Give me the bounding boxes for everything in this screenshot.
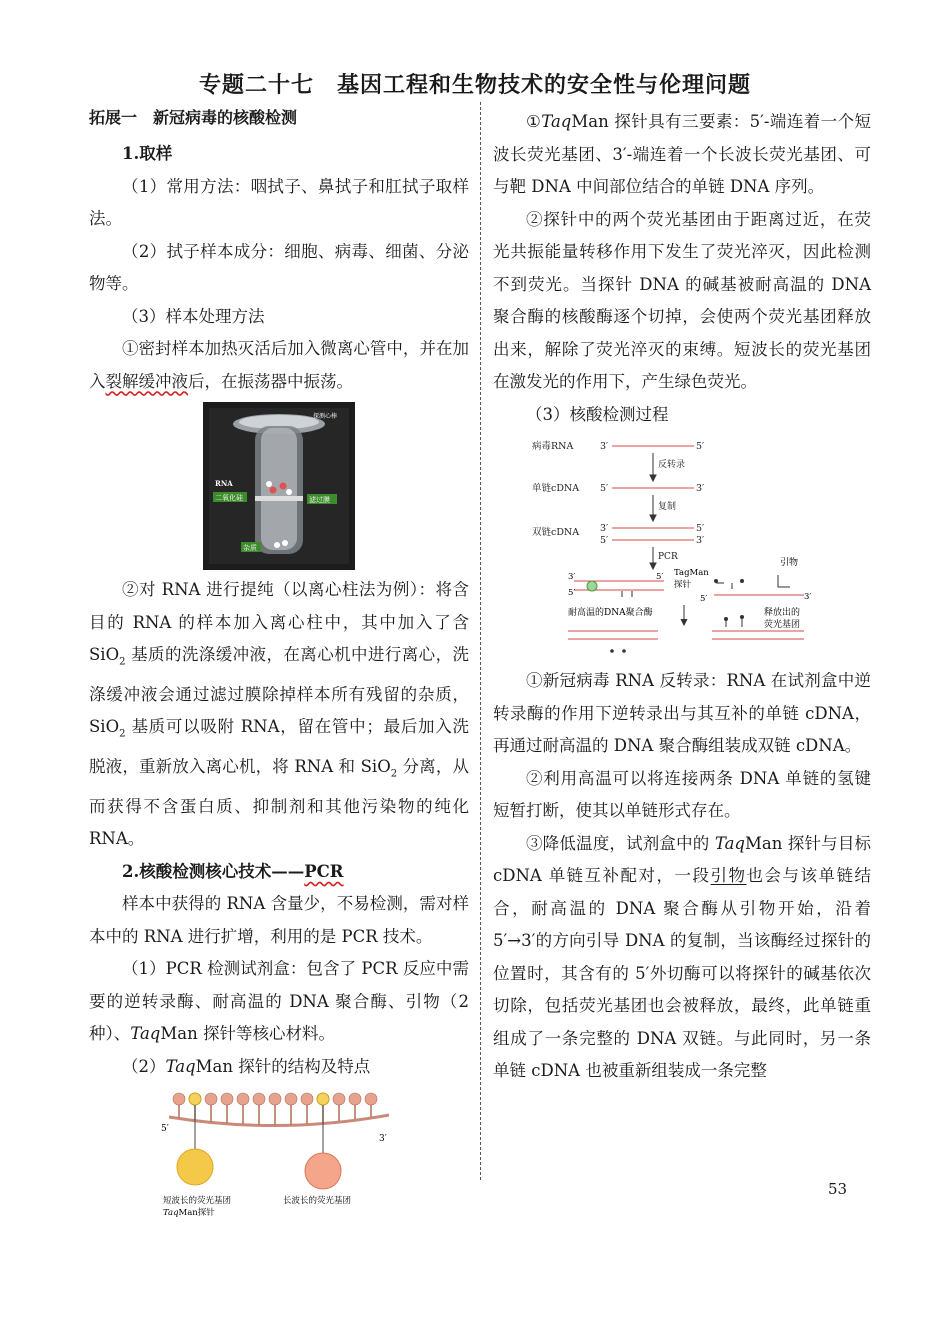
paragraph [89, 1051, 469, 1084]
paragraph [89, 574, 469, 856]
paragraph [493, 828, 871, 1088]
text: 2.核酸检测核心技术—— [122, 861, 305, 881]
label-5prime: 5′ [568, 588, 576, 598]
label-filter: 滤过膜 [309, 496, 330, 504]
underlined-term: 引物 [710, 866, 747, 885]
label-5prime: 5′ [600, 535, 609, 546]
paragraph: （3）核酸检测过程 [526, 404, 669, 424]
label-long-wave: 长波长的荧光基团 [283, 1196, 352, 1207]
text: 基质可以吸附 RNA，留在管中；最后加入洗脱液，重新放入离心机，将 RNA 和 SiO [89, 717, 469, 777]
label-primer: 引物 [780, 558, 799, 568]
taq-italic: Taq [541, 112, 572, 131]
subscript: 2 [119, 728, 126, 740]
text: （2） [122, 1056, 166, 1076]
subsection-title-pcr [89, 856, 469, 889]
label-5prime: 5′ [600, 483, 609, 494]
text: ①密封样本加热灭活后加入微离心管中，并在加入 [89, 339, 469, 391]
text: ③降低温度，试剂盒中的 [526, 833, 715, 853]
label-5prime: 5′ [700, 594, 708, 604]
taq-italic: Taq [130, 1024, 161, 1044]
taq-italic: Taq [165, 1056, 196, 1076]
label-probe: 探针 [674, 580, 692, 590]
label-taqman-probe: TagMan [674, 568, 709, 578]
text: Man探针 [178, 1208, 215, 1219]
label-5prime: 5′ [696, 523, 705, 534]
paragraph [89, 953, 469, 1051]
paragraph: （3）样本处理方法 [122, 306, 265, 326]
right-column [493, 106, 871, 1088]
paragraph: （2）拭子样本成分：细胞、病毒、细菌、分泌物等。 [89, 241, 469, 293]
label-virus-rna: 病毒RNA [532, 441, 574, 452]
text: 分离，从而获得不含蛋白质、抑制剂和其他污染物的纯化 RNA。 [89, 757, 469, 849]
subscript: 2 [119, 656, 126, 668]
paragraph: ②探针中的两个荧光基团由于距离过近，在荧光共振能量转移作用下发生了荧光淬灭，因此检测不到荧光。当探针 DNA 的碱基被耐高温的 DNA 聚合酶的核酸酶逐个切掉，会使两个荧光基团释放出来，解除了荧光淬灭的束缚。短波长的荧光基团在激发光的作用下，产生绿色荧光。 [493, 209, 871, 391]
label-5prime: 5′ [696, 441, 705, 452]
text: （1）PCR 检测试剂盒：包含了 PCR 反应中需要的逆转录酶、耐高温的 DNA 聚合酶、引物（2 种）、 [89, 959, 469, 1044]
paragraph: ②利用高温可以将连接两条 DNA 单链的氢键短暂打断，使其以单链形式存在。 [493, 768, 871, 820]
label-silica: 二氧化硅 [215, 494, 243, 502]
wavy-underlined-term: 裂解缓冲液 [105, 371, 188, 391]
label-3prime: 3′ [379, 1134, 387, 1145]
page-title: 专题二十七 基因工程和生物技术的安全性与伦理问题 [198, 73, 751, 98]
text: Man 探针具有三要素：5′-端连着一个短波长荧光基团、3′-端连着一个长波长荧光基团、可与靶 DNA 中间部位结合的单链 DNA 序列。 [493, 112, 871, 196]
taq-italic: Taq [163, 1208, 179, 1219]
paragraph [89, 333, 469, 398]
text: 后，在振荡器中振荡。 [188, 371, 353, 391]
text: ②对 RNA 进行提纯（以离心柱法为例）：将含目的 RNA 的样本加入离心柱中，其中加入了含 SiO [89, 580, 469, 664]
label-rna: RNA [215, 479, 233, 488]
label-ds-cdna: 双链cDNA [532, 527, 580, 538]
text: Man 探针的结构及特点 [195, 1056, 371, 1076]
label-short-wave: 短波长的荧光基团 [163, 1196, 232, 1207]
subscript: 2 [390, 768, 398, 780]
label-released-1: 释放出的 [764, 608, 801, 618]
label-3prime: 3′ [696, 483, 705, 494]
label-5prime: 5′ [161, 1124, 169, 1135]
subsection-title-sampling: 1.取样 [122, 144, 173, 163]
taqman-probe-figure [159, 1087, 399, 1221]
label-probe: 探测心棒 [313, 413, 338, 420]
label-copy: 复制 [658, 502, 677, 512]
label-impurity: 杂质 [243, 544, 257, 552]
paragraph: 样本中获得的 RNA 含量少，不易检测，需对样本中的 RNA 进行扩增，利用的是 PCR 技术。 [89, 894, 469, 946]
text: 也会与该单链结合，耐高温的 DNA 聚合酶从引物开始，沿着 5′→3′的方向引导 DNA 的复制，当该酶经过探针的位置时，其含有的 5′外切酶可以将探针的碱基依次切除，包括荧光基团也会被释放，最终，此单链重组成了一条完整的 DNA 双链。与此同时，另一条单链 cDNA 也被重新组装成一条完整 [493, 866, 872, 1080]
label-3prime: 3′ [804, 592, 812, 602]
taq-italic: Taq [714, 833, 745, 853]
text: Man 探针等核心材料。 [160, 1024, 335, 1044]
label-polymerase: 耐高温的DNA聚合酶 [568, 608, 653, 618]
label-taqman [163, 1207, 215, 1218]
label-3prime: 3′ [600, 523, 609, 534]
label-released-2: 荧光基团 [764, 620, 801, 630]
centrifuge-tube-figure [203, 402, 355, 570]
label-reverse-transcription: 反转录 [658, 460, 686, 470]
paragraph: （1）常用方法：咽拭子、鼻拭子和肛拭子取样法。 [89, 176, 469, 228]
section-heading: 拓展一 新冠病毒的核酸检测 [89, 108, 298, 127]
page-number: 53 [828, 1180, 848, 1198]
label-5prime: 5′ [656, 572, 664, 582]
paragraph [493, 106, 871, 204]
label-pcr: PCR [658, 552, 678, 562]
label-3prime: 3′ [696, 535, 705, 546]
label-3prime: 3′ [600, 441, 609, 452]
column-divider [480, 102, 481, 1180]
paragraph: ①新冠病毒 RNA 反转录：RNA 在试剂盒中逆转录酶的作用下逆转录出与其互补的单链 cDNA，再通过耐高温的 DNA 聚合酶组装成双链 cDNA。 [493, 671, 871, 755]
text: Man 探针与目标 cDNA 单链互补配对，一段 [493, 833, 871, 885]
text: 基质的洗涤缓冲液，在离心机中进行离心，洗涤缓冲液会通过滤过膜除掉样本所有残留的杂质，SiO [89, 645, 469, 737]
wavy-underlined-term: PCR [304, 861, 344, 881]
label-3prime: 3′ [568, 572, 576, 582]
text: ① [526, 112, 542, 131]
detection-flow-figure [532, 435, 832, 661]
label-ss-cdna: 单链cDNA [532, 483, 580, 494]
left-column [89, 106, 469, 1225]
